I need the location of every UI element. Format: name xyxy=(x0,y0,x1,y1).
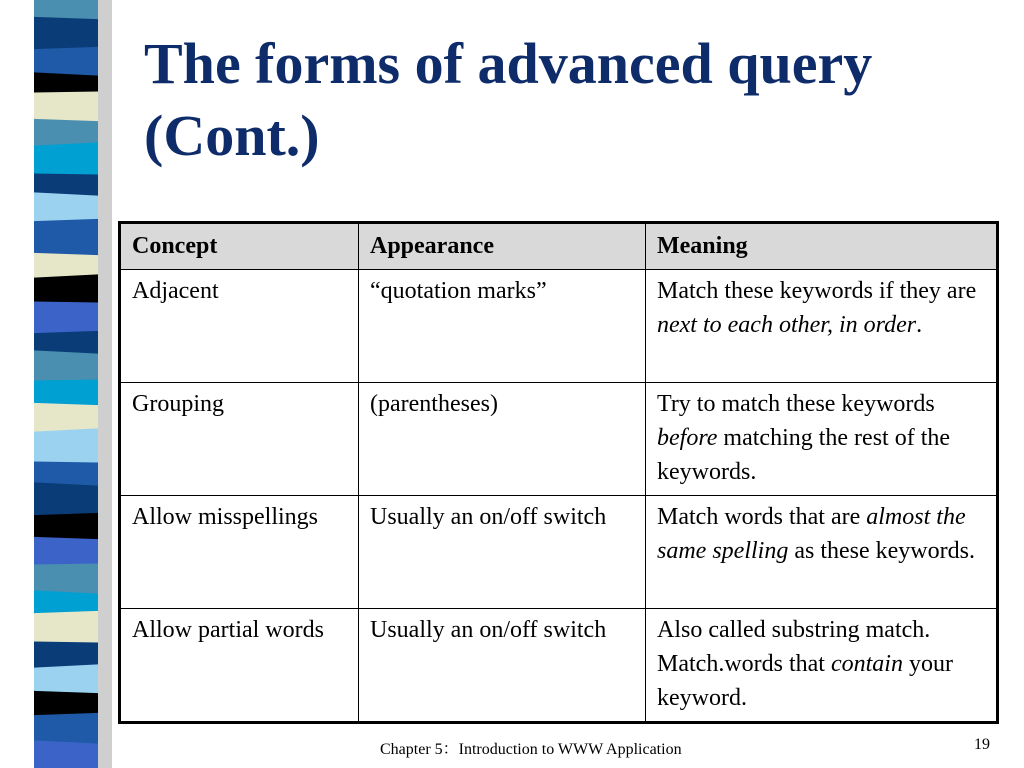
table-row xyxy=(120,496,998,609)
header-appearance: Appearance xyxy=(359,223,646,270)
meaning-cell xyxy=(646,496,998,609)
appearance-cell: Usually an on/off switch xyxy=(359,496,646,609)
header-concept: Concept xyxy=(120,223,359,270)
query-forms-table xyxy=(118,221,999,724)
meaning-run: Match these keywords if they are xyxy=(657,278,977,304)
table-row xyxy=(120,270,998,383)
table-row xyxy=(120,609,998,723)
slide-title: The forms of advanced query (Cont.) xyxy=(144,31,873,168)
appearance-cell: Usually an on/off switch xyxy=(359,609,646,723)
table-row xyxy=(120,383,998,496)
meaning-run: matching the rest of the keywords. xyxy=(657,425,951,485)
meaning-run: Try to match these keywords xyxy=(657,391,935,417)
footer-chapter: Chapter 5：Introduction to WWW Application xyxy=(380,741,682,758)
meaning-run: next to each other, in order xyxy=(657,312,917,338)
meaning-run: almost the same spelling xyxy=(657,504,966,564)
meaning-cell xyxy=(646,609,998,723)
meaning-cell xyxy=(646,383,998,496)
meaning-run: before xyxy=(657,425,718,451)
appearance-cell: (parentheses) xyxy=(359,383,646,496)
meaning-run: as these keywords. xyxy=(788,538,975,564)
query-forms-table-wrapper xyxy=(118,221,999,724)
strip-segment xyxy=(34,740,98,768)
decorative-color-strip xyxy=(34,0,98,768)
appearance-cell: “quotation marks” xyxy=(359,270,646,383)
meaning-cell xyxy=(646,270,998,383)
concept-cell: Grouping xyxy=(120,383,359,496)
meaning-run: . xyxy=(916,312,923,338)
meaning-run: Match words that are xyxy=(657,504,867,530)
meaning-run: your keyword. xyxy=(657,651,953,711)
page-number: 19 xyxy=(974,736,990,753)
table-header-row xyxy=(120,223,998,270)
meaning-run: contain xyxy=(830,651,903,677)
strip-shadow xyxy=(98,0,112,768)
meaning-run: Also called substring match. Match.words that xyxy=(657,617,931,677)
concept-cell: Allow misspellings xyxy=(120,496,359,609)
concept-cell: Adjacent xyxy=(120,270,359,383)
concept-cell: Allow partial words xyxy=(120,609,359,723)
header-meaning: Meaning xyxy=(646,223,998,270)
